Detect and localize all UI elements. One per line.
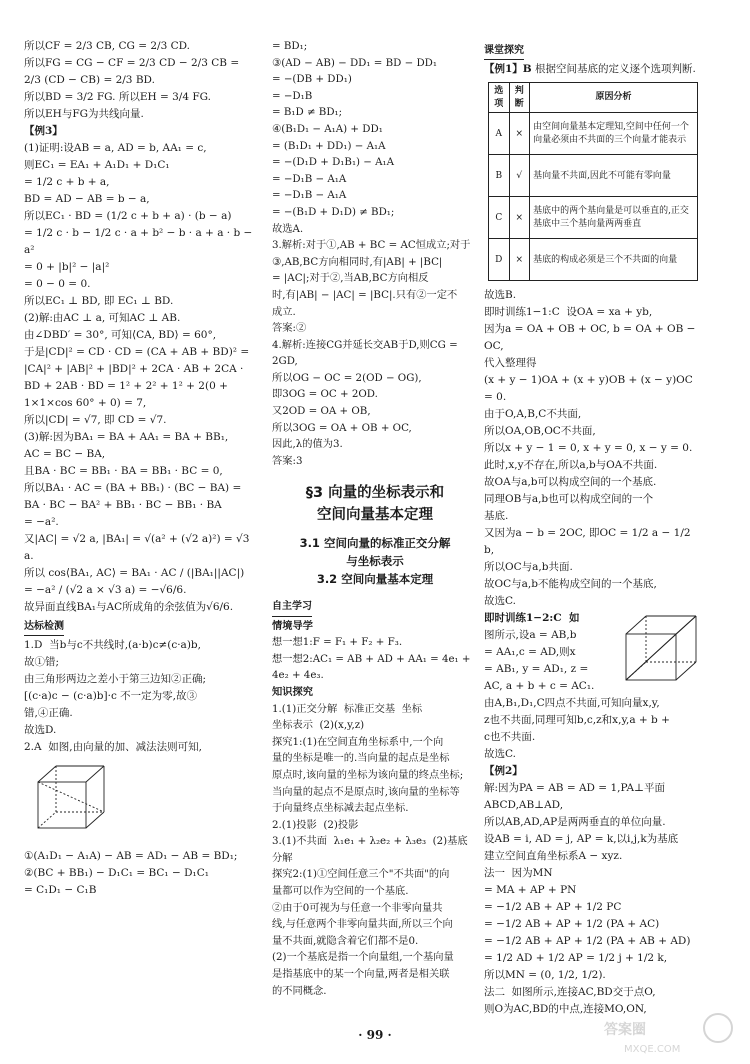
text-line: 所以3OG = OA + OB + OC,	[272, 421, 412, 434]
text-line: ③(AD − AB) − DD₁ = BD − DD₁	[272, 56, 438, 69]
text-line: 所以OA,OB,OC不共面,	[484, 425, 596, 438]
table-header-judge: 判断	[509, 83, 530, 113]
example-2-label: 【例2】	[484, 765, 523, 778]
text-line: 故选B.	[484, 289, 517, 302]
text-line: (2)一个基底是指一个向量组,一个基向量	[272, 951, 454, 964]
text-line: = −1/2 AB + AP + 1/2 PC	[484, 901, 622, 914]
text-line: 答案:②	[272, 322, 307, 335]
text-line: 此时,x,y不存在,所以a,b与OA不共面.	[484, 459, 658, 472]
text-line: 量不共面,就隐含着它们都不是0.	[272, 934, 419, 947]
qingjing-lines	[272, 634, 478, 684]
text-line: 即时训练1−1:C 设OA = xa + yb,	[484, 306, 653, 319]
page-number: · 99 ·	[358, 1028, 392, 1042]
example-2-lines	[484, 780, 700, 1018]
table-row	[489, 239, 698, 281]
table-cell-option: A	[489, 113, 510, 155]
cube-diagram-icon	[24, 760, 114, 838]
text-line: 错,④正确.	[24, 707, 73, 720]
text-line: 3.解析:对于①,AB + BC = AC恒成立;对于	[272, 239, 471, 252]
text-line: 所以MN = (0, 1/2, 1/2).	[484, 969, 606, 982]
text-line: 2GD,	[272, 355, 298, 368]
text-line: = −1/2 AB + AP + 1/2 (PA + AB + AD)	[484, 935, 691, 948]
text-line: = 0 + |b|² − |a|²	[24, 261, 110, 273]
text-line: 4.解析:连接CG并延长交AB于D,则CG =	[272, 338, 458, 351]
example-3-lines	[24, 140, 256, 616]
text-line: = MA + AP + PN	[484, 884, 577, 897]
text-line: 由∠DBD′ = 30°, 可知⟨CA, BD⟩ = 60°,	[24, 329, 217, 341]
text-line: 又|AC| = √2 a, |BA₁| = √(a² + (√2 a)²) = √3 a.	[24, 533, 253, 562]
text-line: = −(DB + DD₁)	[272, 73, 352, 86]
text-line: 又2OD = OA + OB,	[272, 405, 371, 418]
example-1-text: 根据空间基底的定义逐个选项判断.	[535, 63, 696, 76]
text-line: 基底.	[484, 510, 509, 523]
ketang-section-title: 课堂探究	[484, 43, 524, 60]
text-line: 因此,λ的值为3.	[272, 438, 343, 451]
text-line: 所以EH与FG为共线向量.	[24, 108, 144, 120]
text-line: 故选C.	[484, 748, 516, 761]
text-line: 于是|CD|² = CD · CD = (CA + AB + BD)² = |CA|² + |AB|² + |BD|² + 2CA · AB + 2CA · BD + 2AB · BD = 1² + 2² + 1² + 2(0 + 1×1×cos 60° + 0) = 7,	[24, 346, 253, 409]
text-line: 设AB = i, AD = j, AP = k,以i,j,k为基底	[484, 833, 679, 846]
table-cell-reason: 基底中的两个基向量是可以垂直的,正交基底中三个基向量两两垂直	[530, 197, 698, 239]
text-line: 则O为AC,BD的中点,连接MO,ON,	[484, 1003, 647, 1016]
text-line: 时,有|AB| − |AC| = |BC|.只有②一定不	[272, 288, 458, 301]
text-line: (x + y − 1)OA + (x + y)OB + (x − y)OC	[484, 374, 693, 387]
text-line: 故OC与a,b不能构成空间的一个基底,	[484, 578, 657, 591]
table-cell-reason: 基底的构成必须是三个不共面的向量	[530, 239, 698, 281]
text-line: (3)解:因为BA₁ = BA + AA₁ = BA + BB₁,	[24, 431, 229, 443]
qingjing-title: 情境导学	[272, 619, 314, 632]
text-line: = 0.	[484, 391, 507, 404]
text-line: ②(BC + BB₁) − D₁C₁ = BC₁ − D₁C₁	[24, 867, 209, 880]
example-3-label: 【例3】	[24, 125, 63, 137]
zhishi-title: 知识探究	[272, 685, 314, 698]
text-line: 所以BD = 3/2 FG. 所以EH = 3/4 FG.	[24, 91, 211, 103]
text-line: = −(B₁D + D₁D) ≠ BD₁;	[272, 205, 395, 218]
sub-title-line-2: 与坐标表示	[346, 553, 404, 568]
table-row	[489, 155, 698, 197]
text-line: 所以BA₁ · AC = (BA + BB₁) · (BC − BA) = BA · BC − BA² + BB₁ · BC − BB₁ · BA	[24, 482, 245, 511]
sub-title-line-1: 3.1 空间向量的标准正交分解	[299, 535, 451, 550]
text-line: = BD₁;	[272, 40, 308, 52]
text-line: = −a² / (√2 a × √3 a) = −√6/6.	[24, 584, 187, 596]
text-line: 由于O,A,B,C不共面,	[484, 408, 582, 421]
text-line: 图所示,设a = AB,b	[484, 629, 577, 642]
training-1-2-head: 即时训练1−2:C 如	[484, 612, 580, 625]
text-line: = −(D₁D + D₁B₁) − A₁A	[272, 156, 395, 169]
table-cell-judge: ×	[509, 197, 530, 239]
text-line: 分解	[272, 851, 293, 864]
table-cell-option: D	[489, 239, 510, 281]
text-line: 于向量终点坐标减去起点坐标.	[272, 802, 409, 815]
text-line: 量的坐标是唯一的.当向量的起点是坐标	[272, 752, 450, 765]
svg-text:答案圈: 答案圈	[604, 1022, 646, 1038]
text-line: 解:因为PA = AB = AD = 1,PA⊥平面	[484, 782, 666, 795]
example-3-block	[24, 123, 256, 616]
text-line: = AA₁,c = AD,则x	[484, 646, 576, 659]
text-line: = AB₁, y = AD₁, z =	[484, 663, 589, 676]
text-line: = −D₁B − A₁A	[272, 172, 347, 185]
text-line: ①(A₁D₁ − A₁A) − AB = AD₁ − AB = BD₁;	[24, 850, 238, 863]
table-cell-reason: 基向量不共面,因此不可能有零向量	[530, 155, 698, 197]
text-line: 2.(1)投影 (2)投影	[272, 818, 359, 831]
example-1-block	[484, 61, 700, 78]
text-line: 法二 如图所示,连接AC,BD交于点O,	[484, 986, 656, 999]
proof-lines-block	[24, 38, 256, 123]
text-line: 故异面直线BA₁与AC所成角的余弦值为√6/6.	[24, 601, 234, 613]
text-line: z也不共面,同理可知b,c,z和x,y,a + b +	[484, 714, 670, 727]
text-line: 量都可以作为空间的一个基底.	[272, 885, 409, 898]
text-line: 同理OB与a,b也可以构成空间的一个	[484, 493, 654, 506]
table-header-row	[489, 83, 698, 113]
text-line: [(c·a)c − (c·a)b]·c 不一定为零,故③	[24, 690, 198, 703]
text-line: 成立.	[272, 305, 296, 318]
section-title-line-1: §3 向量的坐标表示和	[305, 485, 445, 502]
table-cell-option: B	[489, 155, 510, 197]
text-line: 所以AB,AD,AP是两两垂直的单位向量.	[484, 816, 666, 829]
text-line: 所以x + y − 1 = 0, x + y = 0, x − y = 0.	[484, 442, 693, 455]
text-line: 故选C.	[484, 595, 516, 608]
sub-title	[272, 535, 478, 588]
table-cell-judge: √	[509, 155, 530, 197]
text-line: = 0 − 0 = 0.	[24, 278, 91, 290]
text-line: 所以EC₁ ⊥ BD, 即 EC₁ ⊥ BD.	[24, 295, 174, 307]
text-line: = 1/2 AD + 1/2 AP = 1/2 j + 1/2 k,	[484, 952, 668, 965]
text-line: = −D₁B − A₁A	[272, 189, 347, 202]
text-line: = −D₁B	[272, 89, 313, 102]
text-line: 线,与任意两个非零向量共面,所以三个向	[272, 918, 453, 931]
text-line: 且BA · BC = BB₁ · BA = BB₁ · BC = 0,	[24, 465, 223, 477]
text-line: BD = AD − AB = b − a,	[24, 193, 150, 205]
text-line: 所以EC₁ · BD = (1/2 c + b + a) · (b − a)	[24, 210, 232, 222]
text-line: ④(B₁D₁ − A₁A) + DD₁	[272, 122, 383, 135]
text-line: 所以|CD| = √7, 即 CD = √7.	[24, 414, 167, 426]
text-line: 是指基底中的某一个向量,两者是相关联	[272, 968, 450, 981]
text-line: = (B₁D₁ + DD₁) − A₁A	[272, 139, 386, 152]
zizhu-section-title: 自主学习	[272, 599, 312, 616]
text-line: 因为a = OA + OB + OC, b = OA + OB − OC,	[484, 323, 699, 353]
example-2-block	[484, 763, 700, 1018]
table-row	[489, 197, 698, 239]
parallelepiped-figure-icon	[616, 610, 704, 688]
table-header-reason: 原因分析	[530, 83, 698, 113]
svg-text:MXQE.COM: MXQE.COM	[624, 1044, 681, 1055]
text-line: 答案:3	[272, 454, 303, 467]
text-line: 想一想1:F = F₁ + F₂ + F₃.	[272, 636, 403, 649]
text-line: 故选A.	[272, 222, 304, 235]
text-line: = C₁D₁ − C₁B	[24, 884, 97, 897]
text-line: ABCD,AB⊥AD,	[484, 799, 564, 812]
text-line: 3.(1)不共面 λ₁e₁ + λ₂e₂ + λ₃e₃ (2)基底	[272, 835, 468, 848]
text-line: = −a².	[24, 516, 59, 528]
text-line: 2/3 (CD − CB) = 2/3 BD.	[24, 74, 155, 86]
text-line: 代入整理得	[484, 357, 537, 370]
text-line: 则EC₁ = EA₁ + A₁D₁ + D₁C₁	[24, 159, 170, 171]
text-line: ③,AB,BC方向相同时,有|AB| + |BC|	[272, 255, 443, 268]
text-line: 即3OG = OC + 2OD.	[272, 388, 378, 401]
judgment-table	[488, 82, 698, 281]
middle-column	[272, 38, 478, 999]
text-line: ②由于0可视为与任意一个非零向量共	[272, 901, 443, 914]
text-line: 当向量的起点不是原点时,该向量的坐标等	[272, 785, 460, 798]
text-line: = 1/2 c · b − 1/2 c · a + b² − b · a + a · b − a²	[24, 227, 256, 256]
text-line: 由A,B₁,D₁,C四点不共面,可知向量x,y,	[484, 697, 660, 710]
text-line: 所以CF = 2/3 CB, CG = 2/3 CD.	[24, 40, 191, 52]
text-line: (2)解:由AC ⊥ a, 可知AC ⊥ AB.	[24, 312, 181, 324]
text-line: 1.(1)正交分解 标准正交基 坐标	[272, 702, 423, 715]
watermark-logo-icon	[600, 1008, 740, 1058]
text-line: = 1/2 c + b + a,	[24, 176, 110, 188]
text-line: 法一 因为MN	[484, 867, 553, 880]
text-line: = −1/2 AB + AP + 1/2 (PA + AC)	[484, 918, 660, 931]
cube-vector-lines	[24, 848, 256, 899]
table-cell-judge: ×	[509, 113, 530, 155]
text-line: 坐标表示 (2)(x,y,z)	[272, 719, 365, 732]
text-line: = B₁D ≠ BD₁;	[272, 106, 343, 119]
text-line: 建立空间直角坐标系A − xyz.	[484, 850, 623, 863]
training-1-1-lines	[484, 287, 700, 610]
text-line: 所以OC与a,b共面.	[484, 561, 573, 574]
text-line: 又因为a − b = 2OC, 即OC = 1/2 a − 1/2 b,	[484, 527, 694, 557]
text-line: 故OA与a,b可以构成空间的一个基底.	[484, 476, 657, 489]
text-line: 所以OG − OC = 2(OD − OG),	[272, 371, 422, 384]
text-line: (1)证明:设AB = a, AD = b, AA₁ = c,	[24, 142, 207, 154]
table-cell-reason: 由空间向量基本定理知,空间中任何一个向量必须由不共面的三个向量才能表示	[530, 113, 698, 155]
text-line: 故选D.	[24, 724, 57, 737]
table-row	[489, 113, 698, 155]
sub-title-line-3: 3.2 空间向量基本定理	[316, 571, 434, 586]
text-line: 所以 cos⟨BA₁, AC⟩ = BA₁ · AC / (|BA₁||AC|)	[24, 567, 245, 579]
text-line: 故①错;	[24, 656, 60, 669]
dabiao-lines	[24, 637, 256, 756]
text-line: 的不同概念.	[272, 984, 327, 997]
section-title	[272, 483, 478, 527]
text-line: 探究1:(1)在空间直角坐标系中,一个向	[272, 735, 444, 748]
text-line: 由三角形两边之差小于第三边知②正确;	[24, 673, 207, 686]
text-line: c也不共面.	[484, 731, 536, 744]
example-1-label: 【例1】B	[484, 63, 532, 76]
left-column	[24, 38, 256, 899]
cube-figure	[24, 760, 256, 844]
dabiao-section-title: 达标检测	[24, 619, 64, 636]
zhishi-lines	[272, 701, 478, 1000]
text-line: 1.D 当b与c不共线时,(a·b)c≠(c·a)b,	[24, 639, 201, 652]
text-line: 想一想2:AC₁ = AB + AD + AA₁ = 4e₁ +	[272, 652, 471, 665]
table-header-option: 选项	[489, 83, 510, 113]
section-title-line-2: 空间向量基本定理	[317, 507, 433, 524]
continued-solution-lines	[272, 38, 478, 469]
text-line: AC = BC − BA,	[24, 448, 106, 460]
text-line: 原点时,该向量的坐标为该向量的终点坐标;	[272, 768, 464, 781]
training-1-2-block	[484, 610, 700, 763]
table-cell-judge: ×	[509, 239, 530, 281]
text-line: 探究2:(1)①空间任意三个"不共面"的向	[272, 868, 450, 881]
text-line: = |AC|;对于②,当AB,BC方向相反	[272, 272, 429, 285]
table-cell-option: C	[489, 197, 510, 239]
text-line: 2.A 如图,由向量的加、减法法则可知,	[24, 741, 202, 754]
text-line: AC, a + b + c = AC₁.	[484, 680, 595, 693]
text-line: 所以FG = CG − CF = 2/3 CD − 2/3 CB =	[24, 57, 240, 69]
right-column	[484, 40, 700, 1018]
text-line: 4e₂ + 4e₃.	[272, 669, 324, 682]
